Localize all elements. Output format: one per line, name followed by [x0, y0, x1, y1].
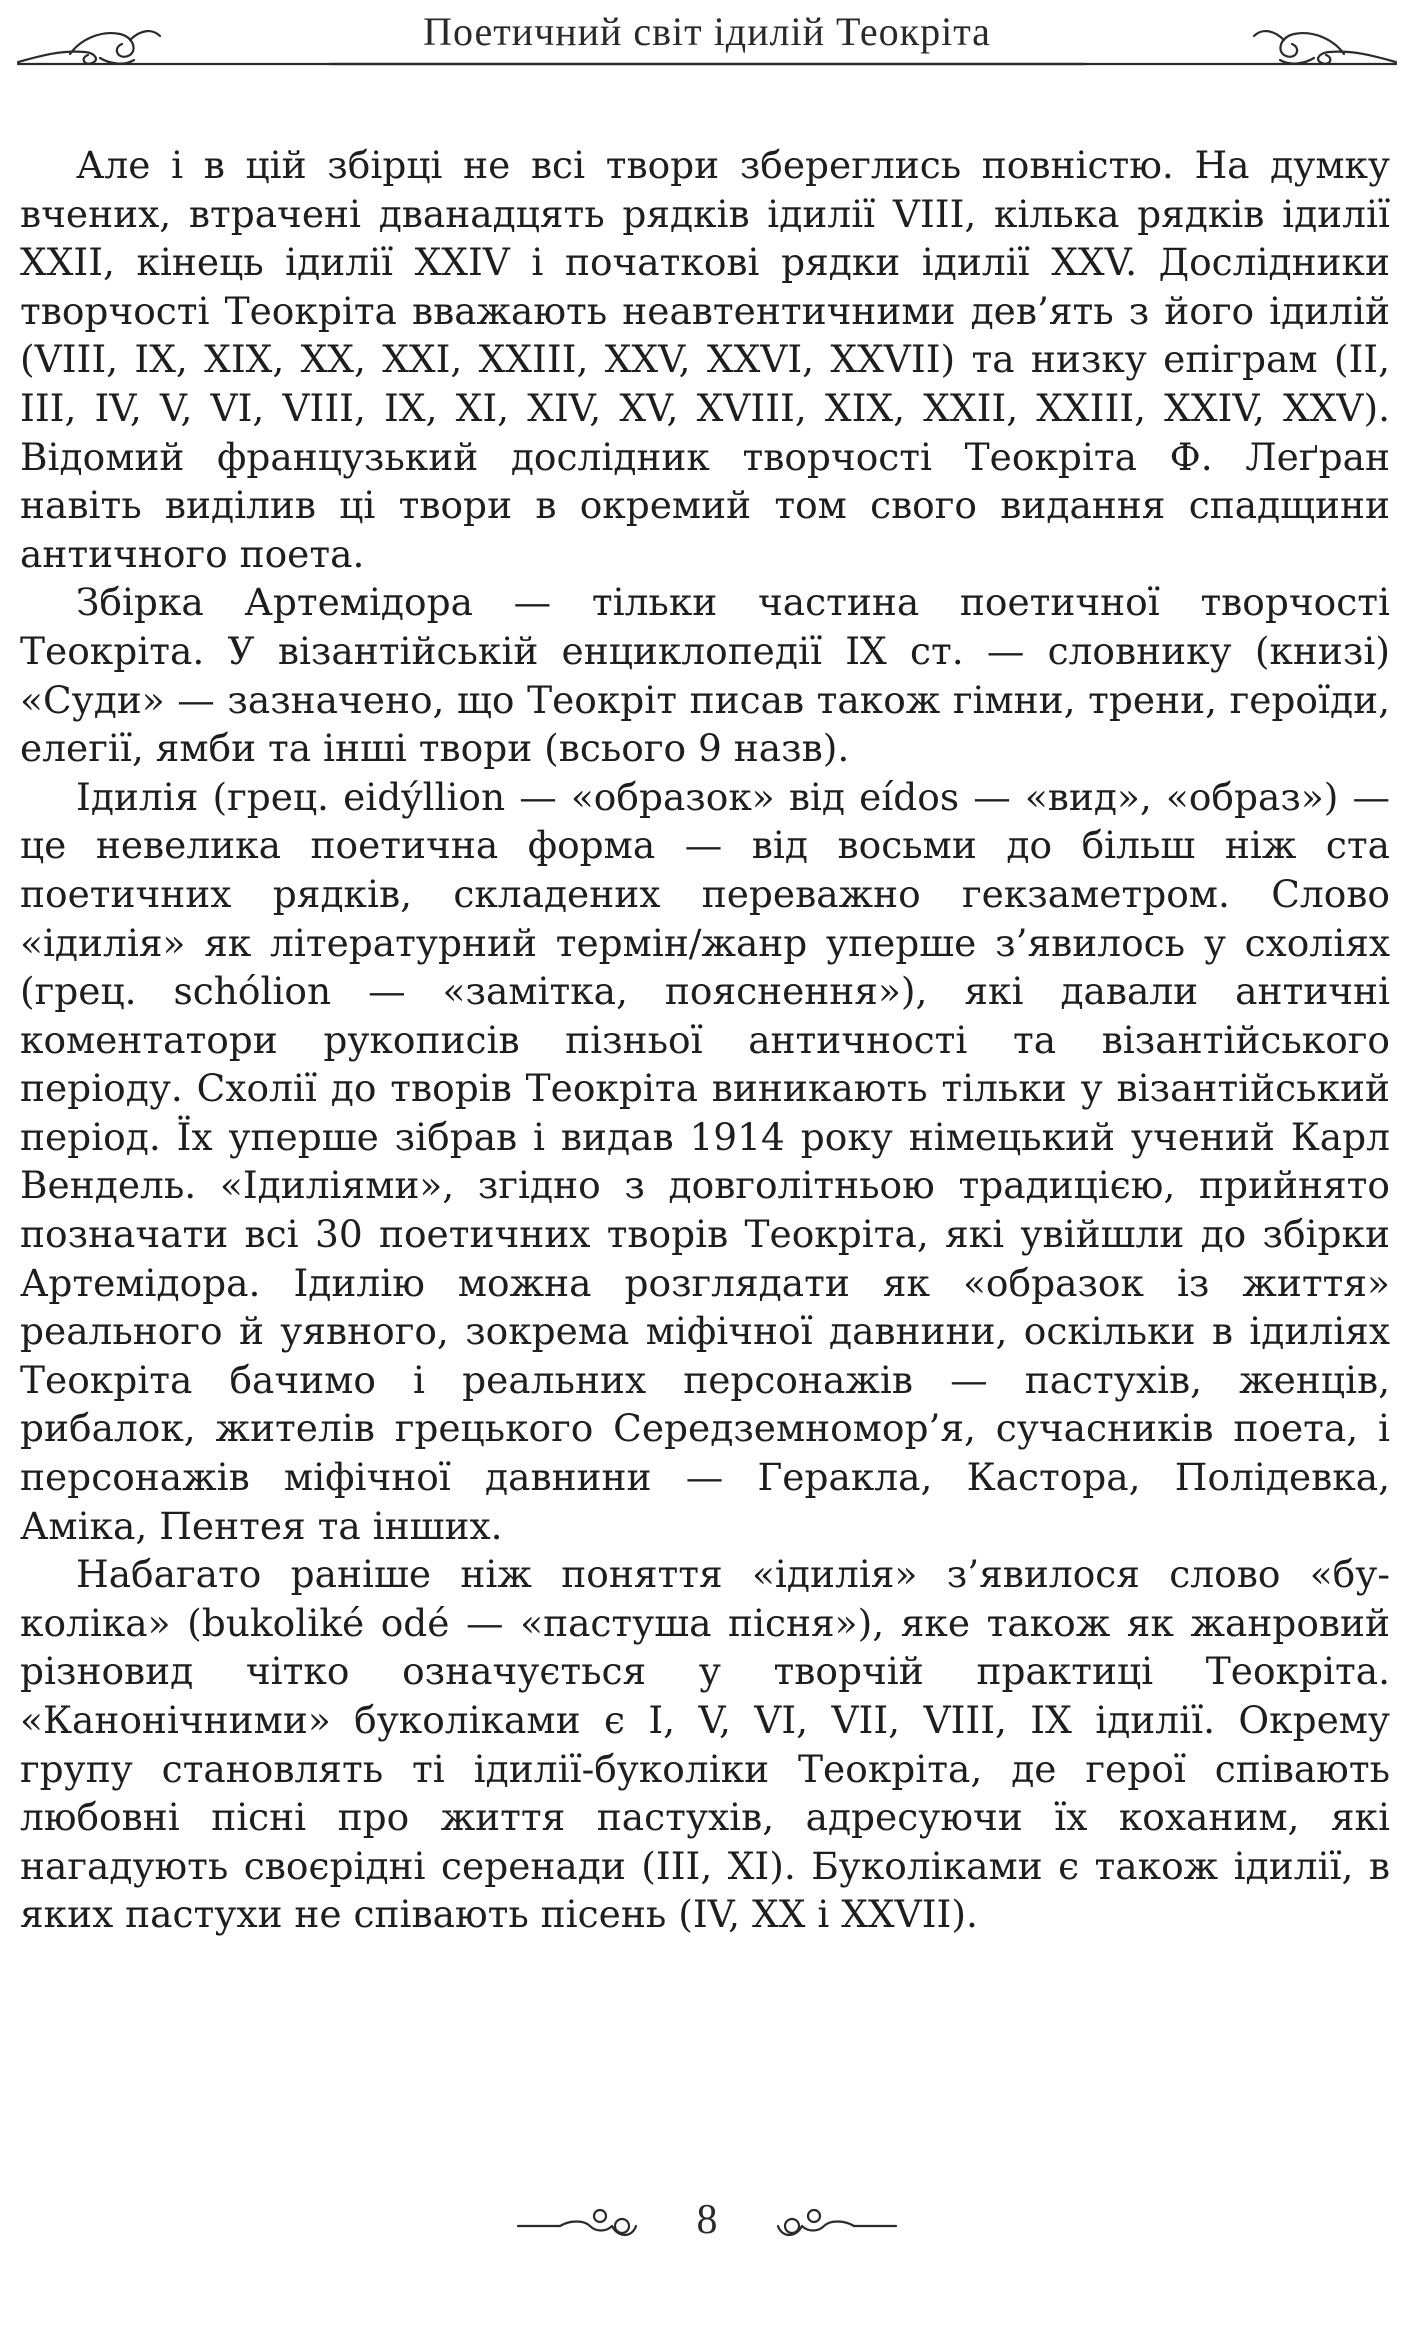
paragraph: Збірка Артемідора — тільки частина поетичної творчості Теокріта. У візантійській енциклопедії IX ст. — словнику (книзі) «Суди» — зазначено, що Теокріт писав також гімни, трени, героїди, елегії, ямби та інші твори (всього 9 назв).: [20, 580, 1390, 771]
running-header-title: Поетичний світ ідилій Теокріта: [423, 9, 991, 54]
page-header: [0, 0, 1414, 80]
paragraph: Ідилія (грец. eidýllion — «образок» від eídos — «вид», «образ») — це невелика поетична форма — від восьми до більш ніж ста поетичних рядків, складених переважно гекзаметром. Слово «ідилія» як літературний термін/жанр уперше з’явилось у схоліях (грец. schólion — «замітка, пояснення»), які давали античні коментатори рукописів пізньої античності та візантійського періоду. Схолії до творів Теокріта виникають тільки у візантійський період. Їх уперше зібрав і видав 1914 року німецький учений Карл Вендель. «Ідиліями», згідно з довголітньою традицією, прийнято позначати всі 30 поетичних творів Теокріта, які увійшли до збірки Артемідора. Ідилію можна розглядати як «образок із життя» реального й уявного, зокрема міфічної давнини, оскільки в ідиліях Теокріта бачимо і реальних персонажів — пастухів, женців, рибалок, жителів грецького Середземномор’я, сучасників поета, і персонажів міфічної давнини — Геракла, Кастора, Полідевка, Аміка, Пентея та інших.: [20, 774, 1390, 1548]
page-footer: [0, 2190, 1414, 2250]
paragraph: Набагато раніше ніж поняття «ідилія» з’явилося слово «буколіка» (bukoliké odé — «пастуша пісня»), яке також як жанровий різновид чітко означується у творчій практиці Теокріта. «Канонічними» буколіками є I, V, VI, VII, VIII, IX ідилії. Окрему групу становлять ті ідилії-буколіки Теокріта, де герої співають любовні пісні про життя пастухів, адресуючи їх коханим, які нагадують своєрідні серенади (III, XI). Буколіками є також ідилії, в яких пастухи не співають пісень (IV, XX і XXVII).: [20, 1552, 1390, 1937]
body-text: [20, 141, 1390, 1939]
page-number: 8: [696, 2197, 718, 2243]
paragraph: Але і в цій збірці не всі твори збереглись повністю. На думку вчених, втрачені дванадцять рядків ідилії VIII, кілька рядків ідилії XXII, кінець ідилії XXIV і початкові рядки ідилії XXV. Дослідники творчості Теокріта вважають неавтентичними дев’ять з його ідилій (VIII, IX, XIX, XX, XXI, XXIII, XXV, XXVI, XXVII) та низку епіграм (II, III, IV, V, VI, VIII, IX, XI, XIV, XV, XVIII, XIX, XXII, XXIII, XXIV, XXV). Відомий французький дослідник творчості Теокріта Ф. Леґран навіть виділив ці твори в окремий том свого видання спадщини античного поета.: [20, 143, 1390, 576]
